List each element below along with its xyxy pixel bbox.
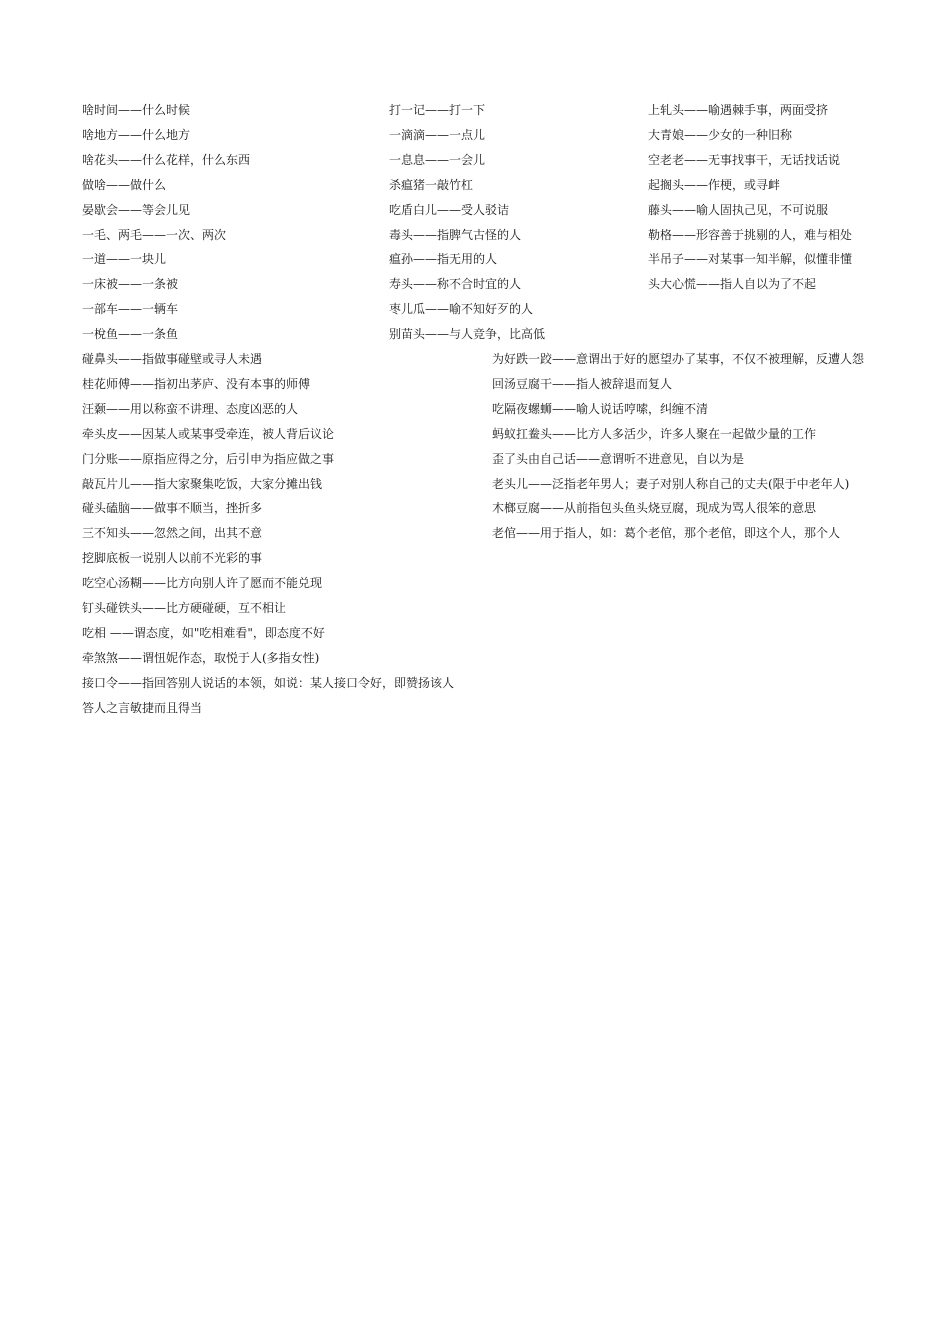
list-item: 上轧头——喻遇棘手事，两面受挤 [648, 103, 829, 117]
list-item: 空老老——无事找事干，无话找话说 [648, 152, 841, 167]
list-item: 挖脚底板一说别人以前不光彩的事 [82, 551, 263, 566]
list-item: 吃相 ——谓态度，如"吃相难看"，即态度不好 [82, 625, 325, 640]
list-item: 杀瘟猪一敲竹杠 [389, 177, 474, 192]
list-item: 吃空心汤糊——比方向别人许了愿而不能兑现 [82, 576, 323, 591]
list-item: 回汤豆腐干——指人被辞退而复人 [492, 376, 673, 391]
list-item: 打一记——打一下 [389, 103, 486, 117]
bottom-left-column [82, 347, 457, 721]
list-item: 门分账——原指应得之分，后引申为指应做之事 [82, 451, 335, 466]
list-item: 一床被——一条被 [82, 277, 179, 292]
list-item: 牵头皮——因某人或某事受牵连，被人背后议论 [82, 426, 335, 441]
list-item: 碰头磕脑——做事不顺当，挫折多 [82, 501, 263, 516]
list-item: 瘟孙——指无用的人 [389, 252, 498, 267]
top-right-column [648, 98, 928, 297]
top-left-column [82, 98, 382, 347]
list-item: 晏歇会——等会儿见 [82, 202, 191, 217]
list-item: 啥时间——什么时候 [82, 103, 191, 117]
list-item: 牵煞煞——谓忸妮作态，取悦于人(多指女性) [82, 650, 320, 665]
list-item: 大青娘——少女的一种旧称 [648, 127, 793, 142]
list-item: 做啥——做什么 [82, 177, 167, 192]
bottom-right-column [492, 347, 864, 546]
list-item: 头大心慌——指人自以为了不起 [648, 277, 817, 292]
top-middle-column [389, 98, 639, 347]
list-item: 歪了头由自己话——意谓听不进意见，自以为是 [492, 451, 745, 466]
list-item: 毒头——指脾气古怪的人 [389, 227, 522, 242]
list-item: 啥地方——什么地方 [82, 127, 191, 142]
list-item: 老头儿——泛指老年男人；妻子对别人称自己的丈夫(限于中老年人) [492, 476, 850, 491]
list-item: 别苗头——与人竞争，比高低 [389, 327, 546, 342]
list-item: 为好跌一跤——意谓出于好的愿望办了某事，不仅不被理解，反遭人怨 [492, 352, 865, 366]
list-item: 吃隔夜螺蛳——喻人说话哼嗦，纠缠不清 [492, 401, 709, 416]
list-item: 寿头——称不合时宜的人 [389, 277, 522, 292]
list-item: 藤头——喻人固执己见，不可说服 [648, 202, 829, 217]
list-item: 三不知头——忽然之间，出其不意 [82, 526, 263, 541]
list-item: 汪颡——用以称蛮不讲理、态度凶恶的人 [82, 401, 299, 416]
list-item: 啥花头——什么花样，什么东西 [82, 152, 251, 167]
list-item: 起搁头——作梗，或寻衅 [648, 177, 781, 192]
list-item: 碰鼻头——指做事碰壁或寻人未遇 [82, 352, 263, 366]
list-item: 半吊子——对某事一知半解，似懂非懂 [648, 252, 853, 267]
list-item: 钉头碰铁头——比方硬碰硬，互不相让 [82, 601, 287, 616]
list-item: 一梲鱼——一条鱼 [82, 327, 179, 342]
list-item: 老倌——用于指人，如：葛个老倌，那个老倌，即这个人，那个人 [492, 526, 841, 541]
list-item: 枣儿瓜——喻不知好歹的人 [389, 302, 534, 317]
list-item: 一道——一块儿 [82, 252, 167, 267]
list-item: 接口令——指回答别人说话的本领，如说：某人接口令好，即赞扬该人答人之言敏捷而且得当 [82, 675, 455, 715]
list-item: 一息息——一会儿 [389, 152, 486, 167]
list-item: 勒格——形容善于挑剔的人，难与相处 [648, 227, 853, 242]
list-item: 一毛、两毛——一次、两次 [82, 227, 227, 242]
list-item: 一部车——一辆车 [82, 302, 179, 317]
list-item: 蚂蚁扛鲞头——比方人多活少，许多人聚在一起做少量的工作 [492, 426, 817, 441]
list-item: 吃盾白儿——受人驳诘 [389, 202, 510, 217]
list-item: 一滴滴——一点儿 [389, 127, 486, 142]
list-item: 木榔豆腐——从前指包头鱼头烧豆腐，现成为骂人很笨的意思 [492, 501, 817, 516]
list-item: 敲瓦片儿——指大家聚集吃饭，大家分摊出钱 [82, 476, 323, 491]
list-item: 桂花师傅——指初出茅庐、没有本事的师傅 [82, 376, 311, 391]
